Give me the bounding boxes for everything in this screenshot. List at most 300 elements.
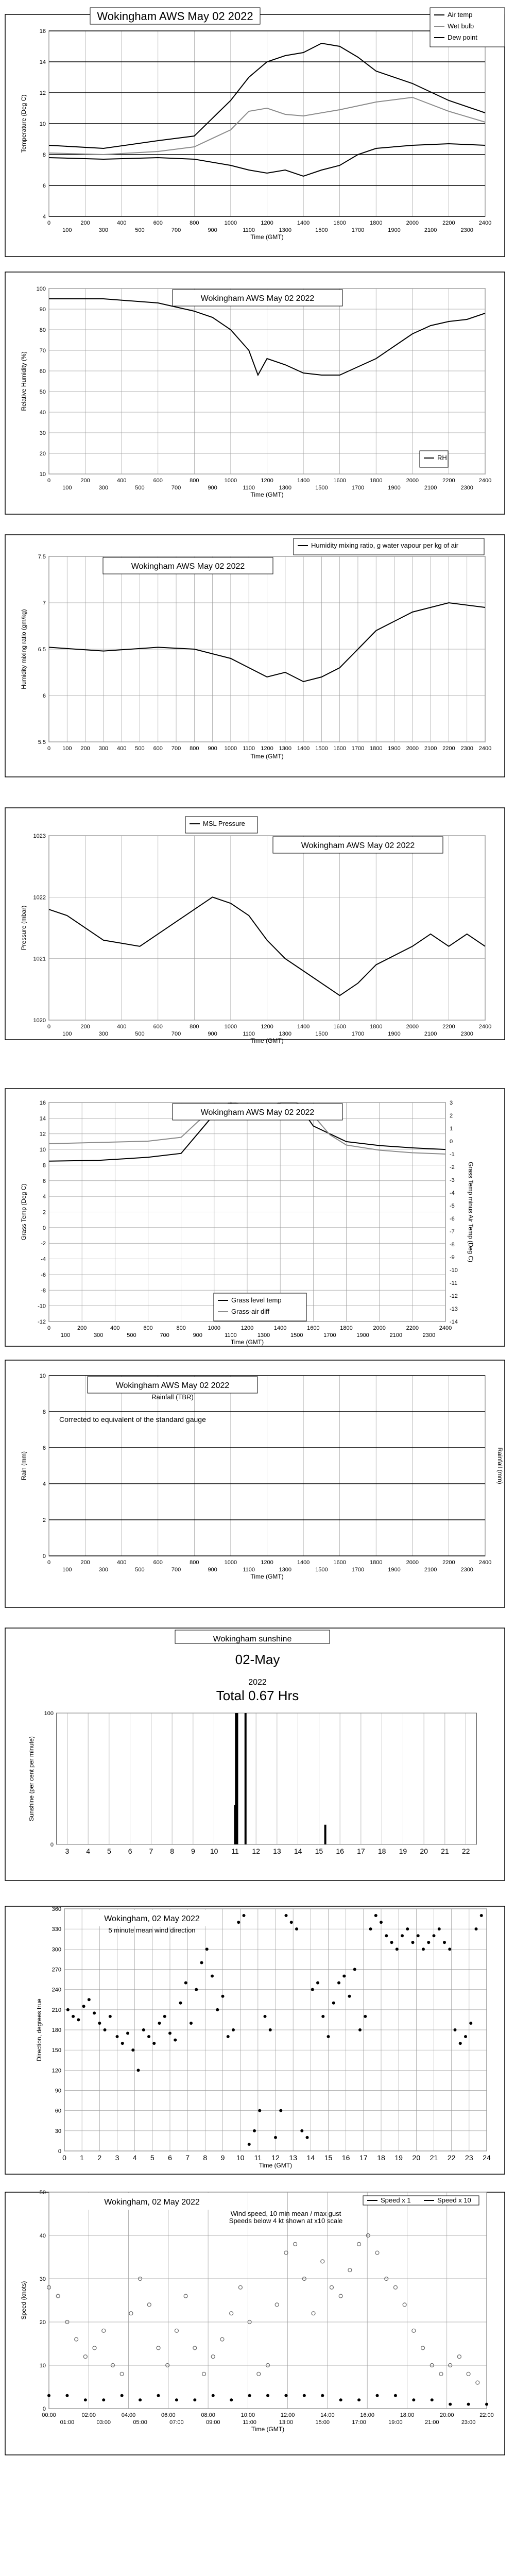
x-tick-label: 0 <box>47 1560 51 1566</box>
x-tick-label: 900 <box>208 745 217 752</box>
chart-panel-2 <box>5 272 505 514</box>
y-tick-label: -4 <box>41 1256 46 1263</box>
y2-axis-label: Grass Temp minus Air Temp (Deg C) <box>467 1162 474 1262</box>
y-tick-label: 0 <box>42 1553 46 1560</box>
x-tick-label: 300 <box>98 1031 109 1037</box>
x-tick-label: 500 <box>135 227 145 233</box>
x-tick-label: 5 <box>150 2154 154 2162</box>
chart-subtitle: Rainfall (TBR) <box>151 1393 194 1401</box>
x-tick-label: 1100 <box>225 1332 237 1338</box>
x-tick-label: 400 <box>116 220 127 226</box>
data-point <box>353 1968 356 1971</box>
x-tick-label: 21 <box>430 2154 438 2162</box>
x-tick-label: 100 <box>62 1567 72 1573</box>
data-point <box>443 1941 446 1944</box>
data-point <box>285 1914 288 1917</box>
x-tick-label: 10 <box>236 2154 245 2162</box>
y-tick-label: 10 <box>39 1147 46 1154</box>
y2-tick-label: -4 <box>450 1190 455 1196</box>
x-tick-label: 03:00 <box>96 2419 111 2426</box>
chart-panel-6 <box>5 1360 505 1607</box>
x-tick-label: 400 <box>116 745 127 752</box>
x-tick-label: 900 <box>193 1332 202 1338</box>
x-tick-label: 1900 <box>388 745 401 752</box>
x-tick-label: 2000 <box>373 1325 386 1331</box>
data-point <box>422 1947 425 1951</box>
x-tick-label: 7 <box>185 2154 190 2162</box>
y-axis-label: Rain (mm) <box>20 1451 27 1480</box>
x-tick-label: 500 <box>135 745 145 752</box>
y-axis-label: Humidity mixing ratio (gm/kg) <box>20 609 27 689</box>
y-tick-label: 150 <box>52 2047 61 2054</box>
x-tick-label: 23 <box>465 2154 473 2162</box>
x-tick-label: 1500 <box>315 1031 328 1037</box>
data-point <box>396 1947 399 1951</box>
chart-title: Wokingham AWS May 02 2022 <box>131 562 245 571</box>
x-tick-label: 900 <box>208 1031 217 1037</box>
x-tick-label: 1000 <box>224 220 237 226</box>
x-tick-label: 1900 <box>388 1567 401 1573</box>
x-tick-label: 1000 <box>224 1560 237 1566</box>
x-tick-label: 200 <box>77 1325 87 1331</box>
y-tick-label: 6 <box>42 693 46 699</box>
data-point <box>147 2035 150 2038</box>
x-tick-label: 2200 <box>442 745 455 752</box>
x-tick-label: 23:00 <box>461 2419 476 2426</box>
chart-panel-1 <box>5 8 505 257</box>
data-point <box>459 2042 462 2045</box>
x-tick-label: 1400 <box>297 1560 310 1566</box>
data-point <box>337 1981 340 1985</box>
data-point <box>243 1914 246 1917</box>
data-point <box>175 2398 178 2401</box>
y2-tick-label: 0 <box>450 1139 453 1145</box>
x-tick-label: 10:00 <box>241 2412 255 2418</box>
x-tick-label: 2300 <box>460 227 473 233</box>
x-tick-label: 1700 <box>351 227 365 233</box>
data-point <box>163 2015 166 2018</box>
x-tick-label: 14 <box>306 2154 315 2162</box>
x-axis-label: Time (GMT) <box>251 2426 285 2433</box>
y-tick-label: 30 <box>39 430 46 436</box>
x-tick-label: 300 <box>94 1332 104 1338</box>
data-point <box>406 1927 409 1930</box>
y-tick-label: 100 <box>36 286 46 292</box>
x-tick-label: 1100 <box>243 1567 255 1573</box>
x-axis-label: Time (GMT) <box>250 233 284 241</box>
chart-title: Wokingham AWS May 02 2022 <box>200 1108 315 1117</box>
x-tick-label: 1000 <box>224 1024 237 1030</box>
data-point <box>152 2042 156 2045</box>
y-tick-label: 6 <box>42 183 46 189</box>
y2-tick-label: -3 <box>450 1177 455 1183</box>
x-tick-label: 18 <box>377 1847 386 1855</box>
y-tick-label: 240 <box>52 1987 61 1993</box>
x-tick-label: 1100 <box>243 1031 255 1037</box>
y-tick-label: 50 <box>39 2190 46 2196</box>
x-tick-label: 2100 <box>424 745 437 752</box>
x-tick-label: 2000 <box>406 745 419 752</box>
charts-root <box>5 8 505 2455</box>
x-tick-label: 14:00 <box>320 2412 335 2418</box>
y-tick-label: -10 <box>38 1303 46 1310</box>
x-tick-label: 1300 <box>279 1031 292 1037</box>
x-tick-label: 3 <box>115 2154 119 2162</box>
x-tick-label: 2200 <box>442 1024 455 1030</box>
data-point <box>65 2394 68 2397</box>
data-point <box>157 2394 160 2397</box>
x-tick-label: 100 <box>62 227 72 233</box>
legend-entry: RH <box>437 454 447 462</box>
data-point <box>485 2403 488 2406</box>
data-point <box>258 2109 261 2112</box>
x-tick-label: 500 <box>135 1567 145 1573</box>
x-tick-label: 1100 <box>243 227 255 233</box>
y-axis-label: Direction, degrees true <box>36 1998 43 2061</box>
x-tick-label: 1200 <box>261 220 273 226</box>
y-tick-label: 12 <box>39 90 46 96</box>
legend-entry: Speed x 1 <box>381 2196 411 2204</box>
x-tick-label: 2100 <box>424 1031 437 1037</box>
data-point <box>390 1941 393 1944</box>
x-tick-label: 300 <box>98 485 109 491</box>
y2-tick-label: -5 <box>450 1203 455 1209</box>
x-tick-label: 22:00 <box>479 2412 494 2418</box>
x-axis-label: Time (GMT) <box>250 1037 284 1044</box>
x-tick-label: 1300 <box>279 485 292 491</box>
x-tick-label: 2100 <box>389 1332 402 1338</box>
x-tick-label: 2300 <box>460 1031 473 1037</box>
data-point <box>142 2028 145 2031</box>
y-tick-label: -8 <box>41 1287 46 1294</box>
x-tick-label: 19 <box>399 1847 407 1855</box>
data-point <box>121 2042 124 2045</box>
data-point <box>274 2136 277 2139</box>
x-tick-label: 0 <box>47 1325 51 1331</box>
x-tick-label: 1500 <box>290 1332 303 1338</box>
y-tick-label: 90 <box>55 2088 61 2094</box>
y-tick-label: 120 <box>52 2067 61 2074</box>
x-tick-label: 17:00 <box>352 2419 366 2426</box>
x-tick-label: 800 <box>190 220 199 226</box>
x-tick-label: 1900 <box>388 1031 401 1037</box>
x-axis-label: Time (GMT) <box>250 753 284 760</box>
x-tick-label: 2000 <box>406 1560 419 1566</box>
x-tick-label: 2200 <box>442 1560 455 1566</box>
data-point <box>72 2015 75 2018</box>
x-tick-label: 01:00 <box>60 2419 75 2426</box>
data-point <box>469 2022 472 2025</box>
chart-title: Wokingham AWS May 02 2022 <box>97 10 253 23</box>
data-point <box>174 2039 177 2042</box>
y-tick-label: 20 <box>39 2319 46 2326</box>
data-point <box>454 2028 457 2031</box>
x-tick-label: 12 <box>252 1847 260 1855</box>
data-point <box>467 2403 470 2406</box>
data-point <box>82 2005 85 2008</box>
x-tick-label: 2400 <box>478 1024 492 1030</box>
x-tick-label: 700 <box>171 227 181 233</box>
x-tick-label: 7 <box>149 1847 153 1855</box>
data-point <box>237 1921 240 1924</box>
y-axis-label: Pressure (mbar) <box>20 905 27 951</box>
x-tick-label: 600 <box>153 1560 163 1566</box>
x-tick-label: 04:00 <box>121 2412 136 2418</box>
x-tick-label: 08:00 <box>201 2412 215 2418</box>
x-tick-label: 15:00 <box>315 2419 330 2426</box>
data-point <box>131 2048 134 2052</box>
data-point <box>464 2035 467 2038</box>
x-tick-label: 0 <box>47 478 51 484</box>
y-tick-label: 16 <box>39 1100 46 1106</box>
data-point <box>316 1981 319 1985</box>
x-tick-label: 700 <box>171 745 181 752</box>
x-tick-label: 700 <box>171 1031 181 1037</box>
y-tick-label: 40 <box>39 2233 46 2239</box>
data-point <box>137 2069 140 2072</box>
x-tick-label: 200 <box>80 478 90 484</box>
data-point <box>77 2018 80 2021</box>
x-tick-label: 200 <box>80 745 90 752</box>
y-tick-label: 360 <box>52 1906 61 1912</box>
data-point <box>321 2015 324 2018</box>
x-tick-label: 6 <box>128 1847 132 1855</box>
x-tick-label: 1900 <box>388 227 401 233</box>
data-point <box>417 1934 420 1937</box>
y-tick-label: 5.5 <box>38 739 46 745</box>
x-tick-label: 600 <box>143 1325 153 1331</box>
x-tick-label: 1300 <box>257 1332 270 1338</box>
x-tick-label: 2200 <box>442 220 455 226</box>
year-label: 2022 <box>248 1678 267 1687</box>
data-point <box>200 1961 203 1964</box>
chart-title: Wokingham, 02 May 2022 <box>104 1914 200 1923</box>
x-tick-label: 17 <box>357 1847 365 1855</box>
y-axis-label: Sunshine (per cent per minute) <box>28 1736 35 1821</box>
y-tick-label: 270 <box>52 1967 61 1973</box>
x-tick-label: 1700 <box>351 485 365 491</box>
x-tick-label: 800 <box>190 1560 199 1566</box>
data-point <box>295 1927 298 1930</box>
x-tick-label: 17 <box>359 2154 368 2162</box>
chart-title: Wokingham sunshine <box>213 1635 292 1643</box>
y-axis-label: Speed (knots) <box>20 2281 27 2320</box>
x-tick-label: 1700 <box>323 1332 336 1338</box>
data-point <box>126 2032 129 2035</box>
x-tick-label: 22 <box>447 2154 456 2162</box>
x-tick-label: 2400 <box>478 1560 492 1566</box>
y-tick-label: 180 <box>52 2027 61 2033</box>
x-tick-label: 13 <box>273 1847 281 1855</box>
total-label: Total 0.67 Hrs <box>216 1688 299 1703</box>
x-tick-label: 21:00 <box>424 2419 439 2426</box>
x-tick-label: 13:00 <box>279 2419 294 2426</box>
x-tick-label: 1700 <box>351 745 365 752</box>
data-point <box>449 2403 452 2406</box>
x-tick-label: 1800 <box>370 1024 383 1030</box>
chart-subtitle2: Speeds below 4 kt shown at x10 scale <box>229 2217 343 2225</box>
x-tick-label: 8 <box>170 1847 175 1855</box>
y-tick-label: 90 <box>39 307 46 313</box>
y-tick-label: 1022 <box>33 894 46 901</box>
y-tick-label: 4 <box>42 214 46 220</box>
x-tick-label: 1600 <box>333 745 346 752</box>
x-tick-label: 1000 <box>224 745 237 752</box>
x-tick-label: 9 <box>220 2154 225 2162</box>
data-point <box>394 2394 397 2397</box>
data-point <box>433 1934 436 1937</box>
y-tick-label: 60 <box>55 2108 61 2114</box>
data-point <box>66 2008 70 2011</box>
x-tick-label: 2400 <box>439 1325 452 1331</box>
bar <box>245 1713 247 1844</box>
y-tick-label: 50 <box>39 389 46 395</box>
x-tick-label: 600 <box>153 220 163 226</box>
x-tick-label: 15 <box>324 2154 333 2162</box>
x-axis-label: Time (GMT) <box>250 491 284 498</box>
y-tick-label: 70 <box>39 348 46 354</box>
data-point <box>264 2015 267 2018</box>
x-tick-label: 700 <box>160 1332 169 1338</box>
x-tick-label: 15 <box>315 1847 323 1855</box>
data-point <box>369 1927 372 1930</box>
data-point <box>376 2394 379 2397</box>
data-point <box>168 2032 171 2035</box>
y-tick-label: 8 <box>42 1409 46 1415</box>
y-tick-label: 10 <box>39 2363 46 2369</box>
x-tick-label: 11 <box>254 2154 262 2162</box>
x-tick-label: 100 <box>62 1031 72 1037</box>
x-tick-label: 300 <box>98 745 109 752</box>
y2-tick-label: 1 <box>450 1126 453 1132</box>
y-tick-label: -12 <box>38 1319 46 1325</box>
y-tick-label: 60 <box>39 368 46 375</box>
data-point <box>327 2035 330 2038</box>
data-point <box>306 2136 309 2139</box>
data-point <box>190 2022 193 2025</box>
y2-tick-label: -1 <box>450 1151 455 1158</box>
y-axis-label: Grass Temp (Deg C) <box>20 1183 27 1241</box>
data-point <box>357 2398 360 2401</box>
data-point <box>121 2394 124 2397</box>
y2-tick-label: -14 <box>450 1319 458 1325</box>
y-axis-label: Temperature (Deg C) <box>20 94 27 153</box>
x-tick-label: 1200 <box>241 1325 254 1331</box>
chart-panel-3 <box>5 535 505 777</box>
x-tick-label: 1500 <box>315 745 328 752</box>
y-tick-label: 10 <box>39 1373 46 1379</box>
x-tick-label: 1 <box>80 2154 84 2162</box>
x-tick-label: 16 <box>341 2154 350 2162</box>
x-tick-label: 2400 <box>478 478 492 484</box>
x-tick-label: 18 <box>377 2154 385 2162</box>
x-tick-label: 1200 <box>261 1024 273 1030</box>
x-tick-label: 400 <box>116 1024 127 1030</box>
data-point <box>374 1914 377 1917</box>
x-tick-label: 500 <box>135 485 145 491</box>
data-point <box>284 2394 287 2397</box>
legend-entry: Speed x 10 <box>437 2196 471 2204</box>
x-tick-label: 200 <box>80 220 90 226</box>
x-tick-label: 1400 <box>297 478 310 484</box>
data-point <box>358 2028 362 2031</box>
data-point <box>339 2398 342 2401</box>
data-point <box>102 2398 105 2401</box>
x-tick-label: 2100 <box>424 227 437 233</box>
x-tick-label: 1600 <box>333 478 346 484</box>
y-tick-label: 7 <box>42 600 46 606</box>
chart-panel-9 <box>5 2190 505 2455</box>
x-tick-label: 06:00 <box>161 2412 176 2418</box>
x-tick-label: 1400 <box>297 745 310 752</box>
data-point <box>158 2022 161 2025</box>
y2-tick-label: 2 <box>450 1113 453 1119</box>
x-tick-label: 1200 <box>261 478 273 484</box>
x-tick-label: 0 <box>47 745 51 752</box>
x-tick-label: 100 <box>62 745 72 752</box>
x-tick-label: 800 <box>190 1024 199 1030</box>
x-tick-label: 07:00 <box>169 2419 184 2426</box>
data-point <box>211 1975 214 1978</box>
legend-entry: Air temp <box>448 11 473 19</box>
x-tick-label: 1600 <box>333 1024 346 1030</box>
y-tick-label: 210 <box>52 2007 61 2013</box>
x-tick-label: 1600 <box>333 220 346 226</box>
x-tick-label: 8 <box>203 2154 208 2162</box>
x-axis-label: Time (GMT) <box>259 2162 293 2169</box>
y-tick-label: 40 <box>39 410 46 416</box>
x-tick-label: 500 <box>135 1031 145 1037</box>
y-tick-label: 100 <box>44 1710 54 1717</box>
y2-axis-label: Rainfall (mm) <box>496 1447 504 1484</box>
x-tick-label: 1100 <box>243 745 255 752</box>
x-tick-label: 13 <box>289 2154 297 2162</box>
x-tick-label: 1000 <box>224 478 237 484</box>
x-tick-label: 1200 <box>261 745 273 752</box>
x-tick-label: 1400 <box>297 1024 310 1030</box>
data-point <box>427 1941 430 1944</box>
x-tick-label: 18:00 <box>400 2412 415 2418</box>
data-point <box>232 2028 235 2031</box>
x-axis-label: Time (GMT) <box>250 1573 284 1580</box>
x-tick-label: 1300 <box>279 745 292 752</box>
y-tick-label: 10 <box>39 121 46 127</box>
y-tick-label: 14 <box>39 59 46 65</box>
bar <box>236 1713 238 1844</box>
y-tick-label: 0 <box>58 2148 61 2155</box>
data-point <box>412 2398 415 2401</box>
y2-tick-label: -6 <box>450 1216 455 1222</box>
chart-title: Wokingham AWS May 02 2022 <box>115 1381 230 1390</box>
y-tick-label: 12 <box>39 1131 46 1138</box>
data-point <box>47 2394 50 2397</box>
legend-entry: Dew point <box>448 33 477 41</box>
data-point <box>248 2394 251 2397</box>
x-tick-label: 900 <box>208 485 217 491</box>
y-tick-label: 8 <box>42 152 46 158</box>
x-tick-label: 4 <box>132 2154 137 2162</box>
y2-tick-label: -10 <box>450 1267 458 1274</box>
data-point <box>300 2129 303 2132</box>
y-tick-label: 0 <box>42 1225 46 1231</box>
data-point <box>448 1947 451 1951</box>
y-tick-label: -6 <box>41 1272 46 1278</box>
y-tick-label: 2 <box>42 1517 46 1523</box>
x-tick-label: 1800 <box>340 1325 353 1331</box>
y-tick-label: 0 <box>42 2406 46 2412</box>
data-point <box>438 1927 441 1930</box>
x-tick-label: 14 <box>294 1847 302 1855</box>
